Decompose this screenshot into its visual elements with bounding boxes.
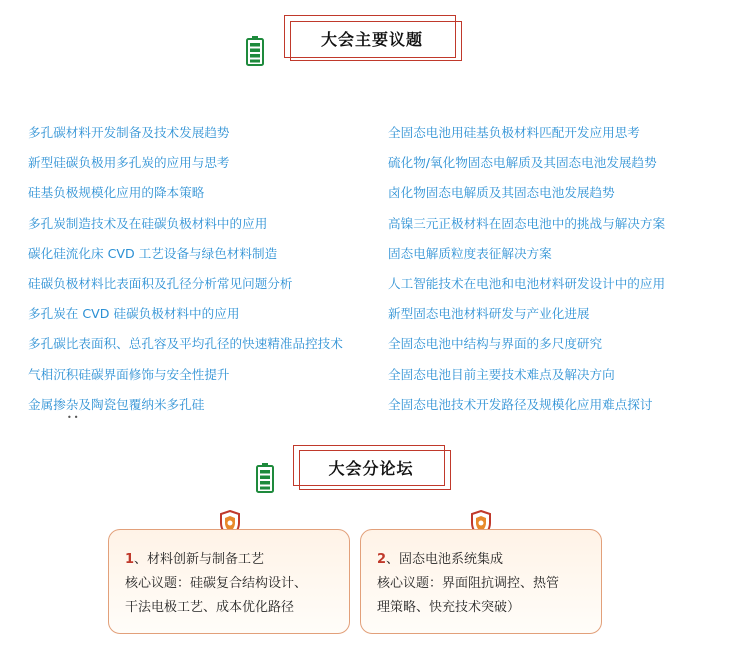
forum-card-body (377, 548, 559, 620)
forum-topics-line: 理策略、快充技术突破） (377, 600, 521, 615)
topic-item: 硅碳负极材料比表面积及孔径分析常见问题分析 (28, 275, 293, 291)
topic-item: 多孔碳比表面积、总孔容及平均孔径的快速精准品控技术 (28, 336, 343, 352)
forum-title-line (377, 548, 559, 572)
topic-item: 全固态电池目前主要技术难点及解决方向 (388, 366, 615, 382)
forum-topics-line: 干法电极工艺、成本优化路径 (125, 600, 295, 615)
forum-topics-line: 核心议题：界面阻抗调控、热管 (377, 576, 560, 591)
topics-left-column (28, 118, 343, 420)
topic-item: 多孔炭在 CVD 硅碳负极材料中的应用 (28, 306, 240, 322)
section-title: 大会主要议题 (320, 30, 423, 49)
topic-item: 新型固态电池材料研发与产业化进展 (388, 306, 590, 322)
forum-card-1 (108, 529, 350, 634)
forum-topics-line: 核心议题：硅碳复合结构设计、 (125, 576, 308, 591)
topic-item: 硫化物/氧化物固态电解质及其固态电池发展趋势 (388, 155, 657, 171)
forum-card-2 (360, 529, 602, 634)
topic-item: 人工智能技术在电池和电池材料研发设计中的应用 (388, 275, 666, 291)
topic-item: 全固态电池技术开发路径及规模化应用难点探讨 (388, 396, 653, 412)
section-heading-sub-forums (299, 450, 443, 484)
decorative-dots: •• (67, 413, 81, 422)
topic-item: 气相沉积硅碳界面修饰与安全性提升 (28, 366, 230, 382)
battery-icon (256, 463, 274, 493)
forum-number: 2 (377, 552, 387, 567)
forum-title: 、材料创新与制备工艺 (134, 552, 265, 567)
battery-icon (246, 36, 264, 66)
forum-title-line (125, 548, 307, 572)
topic-item: 高镍三元正极材料在固态电池中的挑战与解决方案 (388, 215, 666, 231)
forum-title: 、固态电池系统集成 (386, 552, 504, 567)
section-title: 大会分论坛 (328, 458, 414, 478)
topic-item: 多孔炭制造技术及在硅碳负极材料中的应用 (28, 215, 268, 231)
topic-item: 全固态电池中结构与界面的多尺度研究 (388, 336, 603, 352)
topic-item: 卤化物固态电解质及其固态电池发展趋势 (388, 185, 615, 201)
topic-item: 金属掺杂及陶瓷包覆纳米多孔硅 (28, 396, 205, 412)
forum-card-body (125, 548, 307, 620)
forum-number: 1 (125, 552, 135, 567)
topic-item: 硅基负极规模化应用的降本策略 (28, 185, 205, 201)
topic-item: 全固态电池用硅基负极材料匹配开发应用思考 (388, 125, 640, 140)
topics-right-column (388, 118, 665, 420)
topic-item: 碳化硅流化床 CVD 工艺设备与绿色材料制造 (28, 245, 278, 261)
topic-item: 固态电解质粒度表征解决方案 (388, 245, 552, 261)
topic-item: 多孔碳材料开发制备及技术发展趋势 (28, 125, 230, 140)
topic-item: 新型硅碳负极用多孔炭的应用与思考 (28, 155, 230, 171)
section-heading-main-topics (290, 21, 454, 56)
